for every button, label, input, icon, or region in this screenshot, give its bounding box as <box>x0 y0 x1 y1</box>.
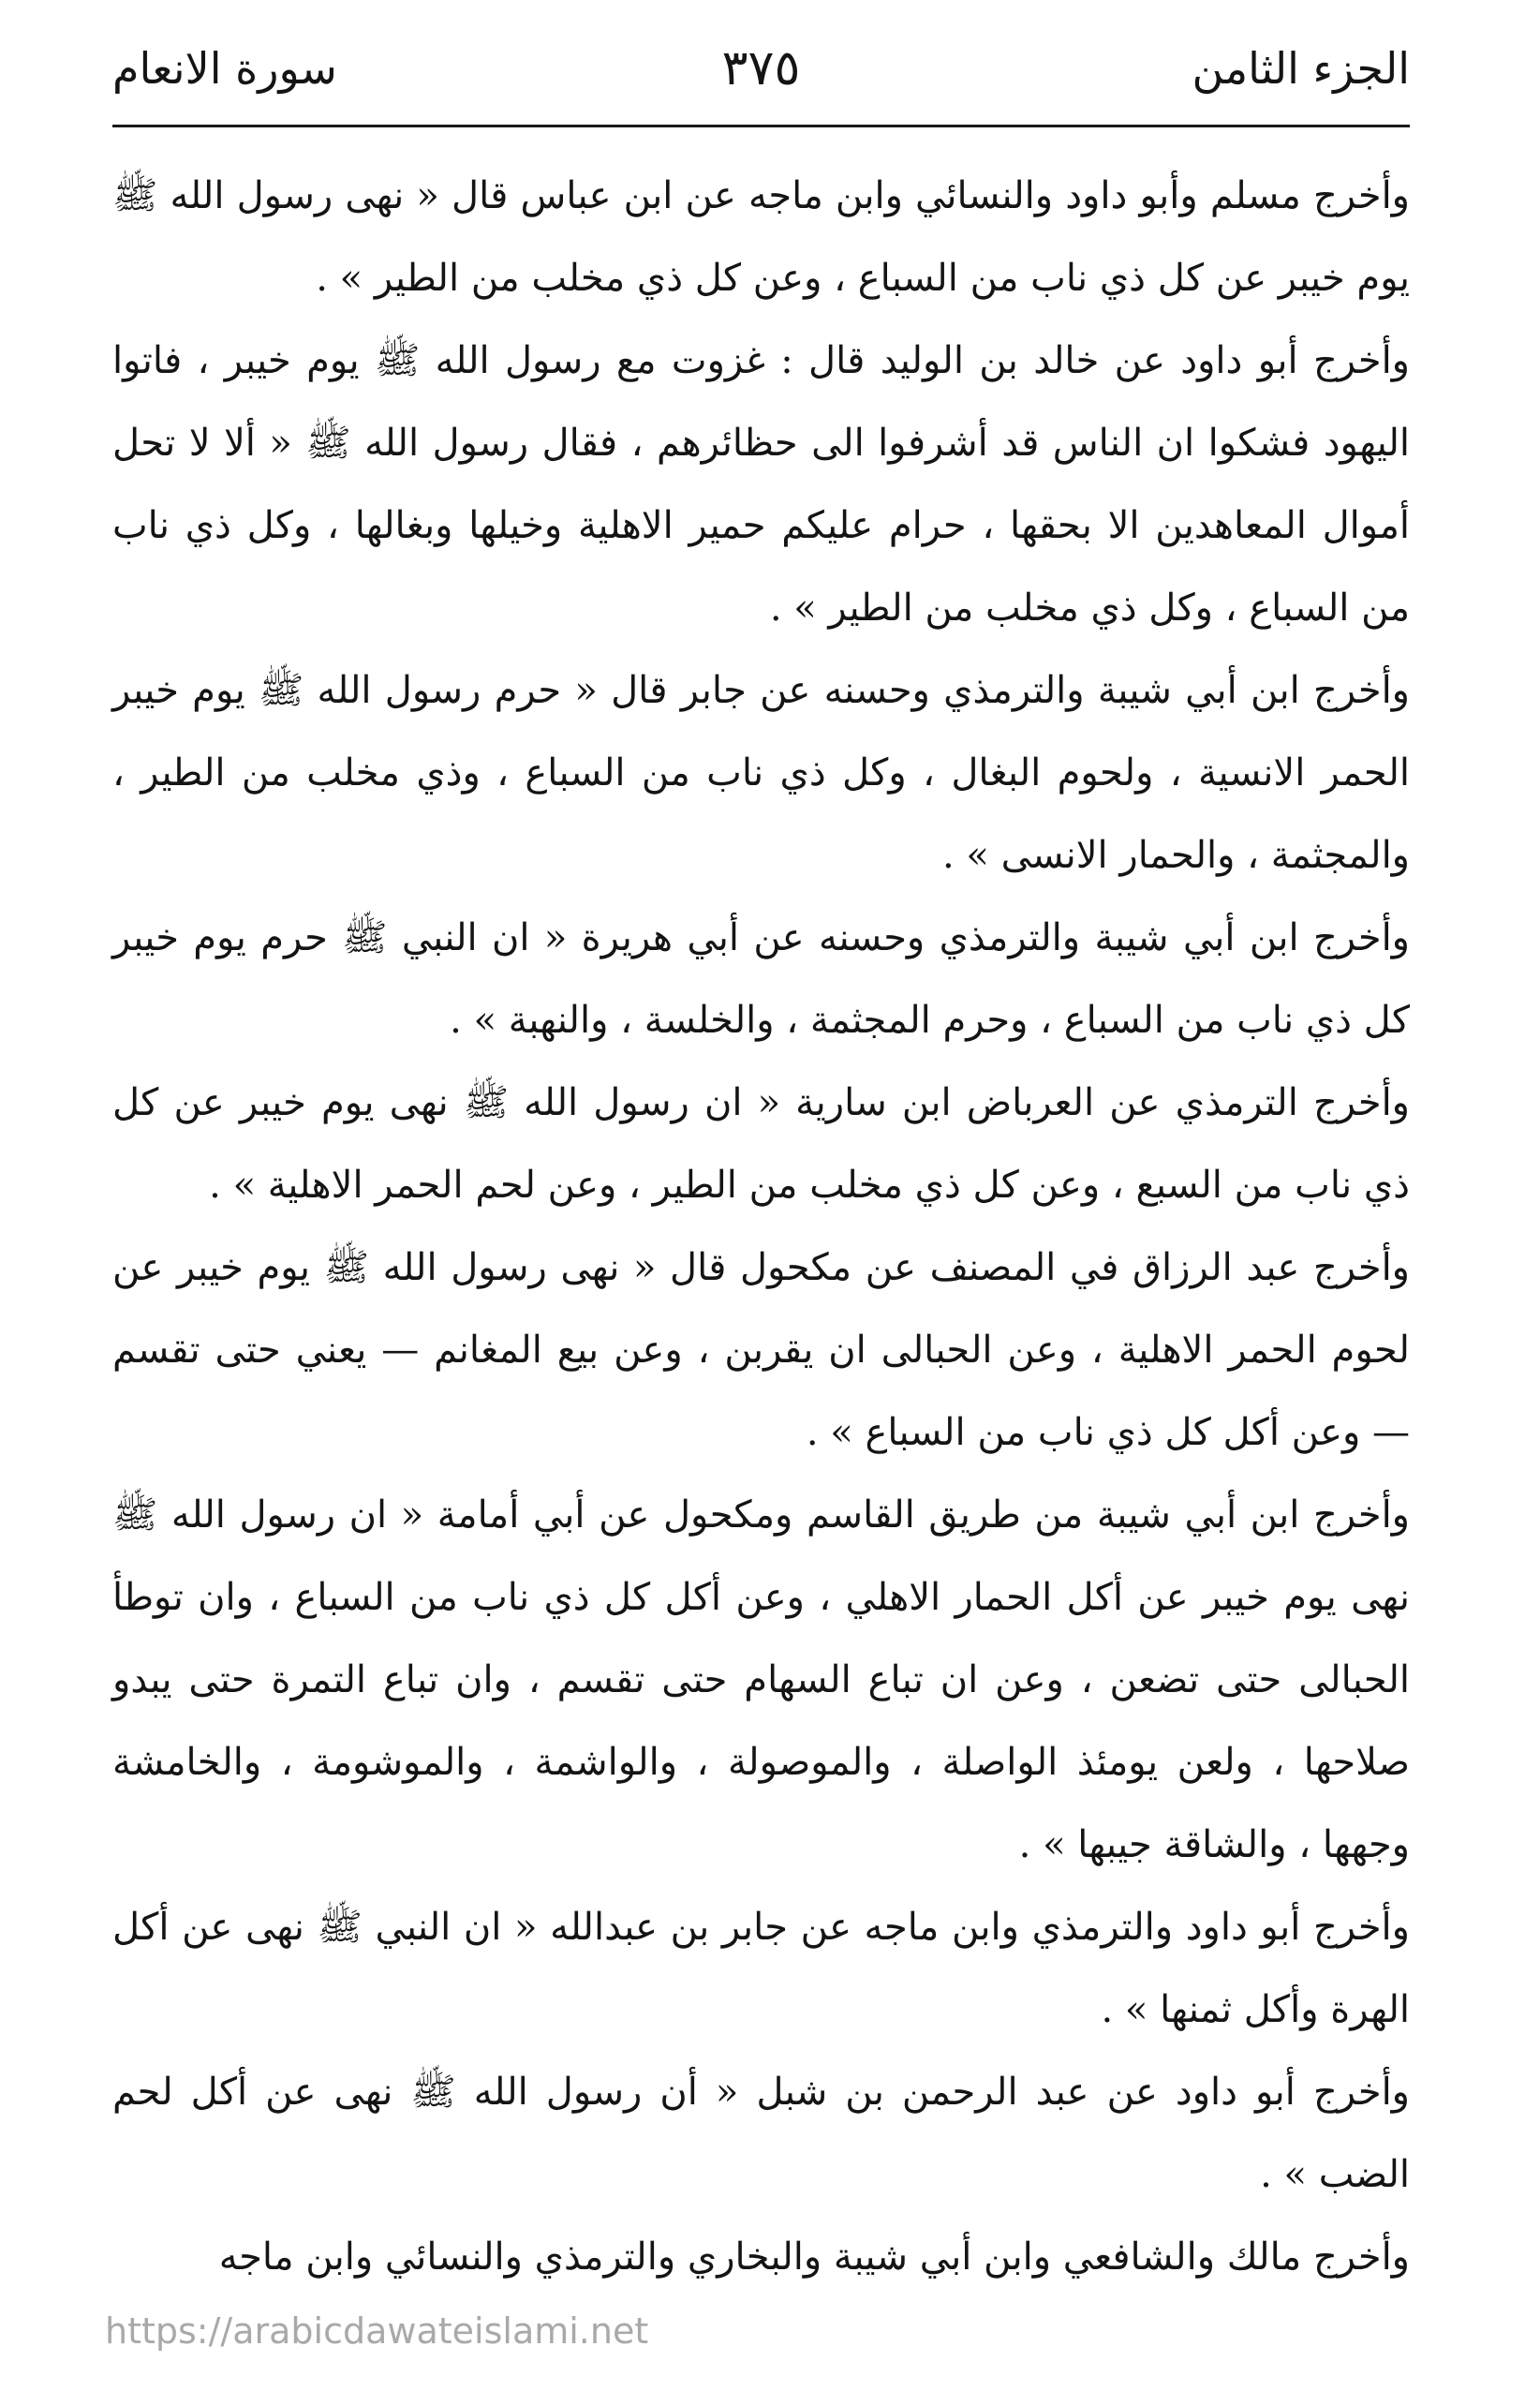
paragraph: وأخرج الترمذي عن العرباض ابن سارية « ان رسول الله ﷺ نهى يوم خيبر عن كل ذي ناب من السبع ، وعن كل ذي مخلب من الطير ، وعن لحم الحمر الاهلية » . <box>112 1081 1410 1207</box>
page-number: ٣٧٥ <box>721 40 801 97</box>
paragraph: وأخرج مالك والشافعي وابن أبي شيبة والبخاري والترمذي والنسائي وابن ماجه <box>218 2235 1410 2279</box>
paragraph: وأخرج أبو داود عن عبد الرحمن بن شبل « أن رسول الله ﷺ نهى عن أكل لحم الضب » . <box>112 2071 1410 2196</box>
paragraph: وأخرج عبد الرزاق في المصنف عن مكحول قال « نهى رسول الله ﷺ يوم خيبر عن لحوم الحمر الاهلية ، وعن الحبالى ان يقربن ، وعن بيع المغانم — يعني حتى تقسم — وعن أكل كل ذي ناب من السباع » . <box>112 1246 1410 1454</box>
page-header <box>112 26 1410 120</box>
paragraph: وأخرج أبو داود والترمذي وابن ماجه عن جابر بن عبدالله « ان النبي ﷺ نهى عن أكل الهرة وأكل ثمنها » . <box>112 1906 1410 2031</box>
header-rule <box>112 125 1410 127</box>
watermark-url: https://arabicdawateislami.net <box>105 2310 649 2352</box>
paragraph: وأخرج ابن أبي شيبة والترمذي وحسنه عن جابر قال « حرم رسول الله ﷺ يوم خيبر الحمر الانسية ، ولحوم البغال ، وكل ذي ناب من السباع ، وذي مخلب من الطير ، والمجثمة ، والحمار الانسى » . <box>112 669 1410 877</box>
surah-label: سورة الانعام <box>112 43 337 94</box>
paragraph: وأخرج ابن أبي شيبة من طريق القاسم ومكحول عن أبي أمامة « ان رسول الله ﷺ نهى يوم خيبر عن أكل الحمار الاهلي ، وعن أكل كل ذي ناب من السباع ، وان توطأ الحبالى حتى تضعن ، وعن ان تباع السهام حتى تقسم ، وان تباع التمرة حتى يبدو صلاحها ، ولعن يومئذ الواصلة ، والموصولة ، والواشمة ، والموشومة ، والخامشة وجهها ، والشاقة جيبها » . <box>112 1493 1411 1866</box>
paragraph: وأخرج ابن أبي شيبة والترمذي وحسنه عن أبي هريرة « ان النبي ﷺ حرم يوم خيبر كل ذي ناب من السباع ، وحرم المجثمة ، والخلسة ، والنهبة » . <box>112 916 1410 1042</box>
paragraph: وأخرج مسلم وأبو داود والنسائي وابن ماجه عن ابن عباس قال « نهى رسول الله ﷺ يوم خيبر عن كل ذي ناب من السباع ، وعن كل ذي مخلب من الطير » . <box>112 174 1410 300</box>
part-label: الجزء الثامن <box>1192 43 1410 94</box>
page-body <box>112 155 1410 2298</box>
paragraph: وأخرج أبو داود عن خالد بن الوليد قال : غزوت مع رسول الله ﷺ يوم خيبر ، فاتوا اليهود فشكوا ان الناس قد أشرفوا الى حظائرهم ، فقال رسول الله ﷺ « ألا لا تحل أموال المعاهدين الا بحقها ، حرام عليكم حمير الاهلية وخيلها وبغالها ، وكل ذي ناب من السباع ، وكل ذي مخلب من الطير » . <box>112 339 1410 630</box>
